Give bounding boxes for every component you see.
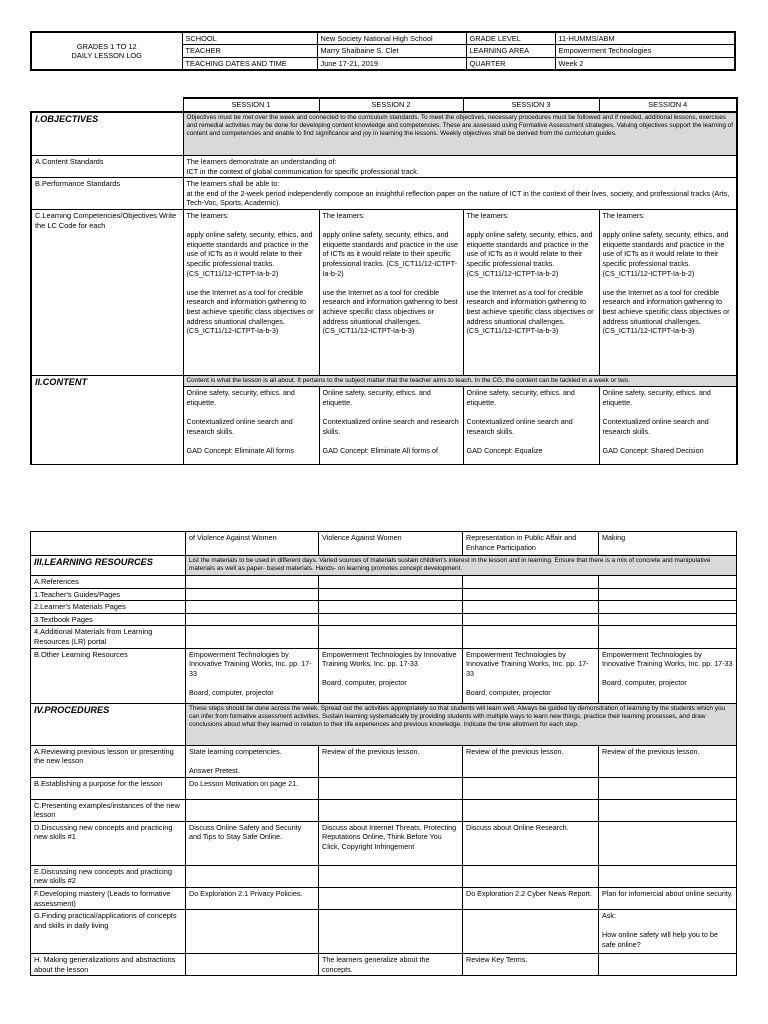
procedure-b-session-4 [599, 777, 737, 799]
resources-heading: III.LEARNING RESOURCES [31, 556, 186, 576]
content-standards-label: A.Content Standards [31, 156, 183, 178]
competencies-intro: The learners: [322, 211, 365, 221]
procedure-h-session-4 [599, 954, 737, 976]
learning-area-value: Empowerment Technologies [555, 45, 735, 57]
procedure-g-question: How online safety will help you to be safe online? [602, 930, 718, 949]
competency-safety: apply online safety, security, ethics, and etiquette standards and practice in the use of ICTs as it would relate to their specific professional tracks. (CS_ICT11/12-ICTPT-Ia-b-2) [322, 230, 458, 278]
content-continued-session-4: Making [599, 532, 737, 556]
empty-cell [599, 601, 737, 614]
teacher-label: TEACHER [182, 45, 317, 57]
procedure-g-label: G.Finding practical/applications of concepts and skills in daily living [31, 910, 186, 954]
performance-standards-value [183, 178, 737, 210]
dll-title [31, 32, 182, 70]
other-resources-session-4 [599, 648, 737, 703]
competency-safety: apply online safety, security, ethics, and etiquette standards and practice in the use of ICTs as it would relate to their specific professional tracks. (CS_ICT11/12-ICTPT-Ia-b-2) [186, 230, 313, 278]
procedure-a-session-1 [186, 745, 319, 777]
session-3-header: SESSION 3 [463, 98, 599, 112]
empty-cell [463, 588, 599, 601]
empty-cell [599, 613, 737, 626]
resource-book: Empowerment Technologies by Innovative Training Works, Inc. pp. 17-33 [602, 649, 733, 669]
content-continued-session-2: Violence Against Women [319, 532, 463, 556]
content-topic-safety: Online safety, security, ethics, and etiquette. [466, 388, 575, 407]
content-topic-safety: Online safety, security, ethics, and etiquette. [602, 388, 711, 407]
empty-cell [186, 588, 319, 601]
content-session-1 [183, 387, 319, 465]
empty-cell [463, 613, 599, 626]
procedure-e-session-3 [463, 865, 599, 887]
empty-cell [319, 626, 463, 648]
procedure-b-session-1: Do Lesson Motivation on page 21. [186, 777, 319, 799]
other-resources-session-1 [186, 648, 319, 703]
content-note: Content is what the lesson is all about. It pertains to the subject matter that the teacher aims to teach. In the CG, the content can be tackled in a week or two. [183, 376, 737, 387]
header-table [30, 31, 736, 71]
empty-cell [319, 576, 463, 589]
procedure-a-session-4: Review of the previous lesson. [599, 745, 737, 777]
content-gad-concept: GAD Concept: Equalize [466, 445, 543, 455]
competencies-session-1 [183, 210, 319, 376]
competency-research: use the Internet as a tool for credible research and information gathering to best achieve specific class objectives or address situational challenges. (CS_ICT11/12-ICTPT-Ia-b-3) [602, 287, 730, 336]
procedure-g-ask: Ask: [602, 911, 616, 921]
procedure-d-session-4 [599, 821, 737, 865]
empty-cell [319, 601, 463, 614]
procedure-f-session-1: Do Exploration 2.1 Privacy Policies. [186, 887, 319, 909]
empty-cell [599, 626, 737, 648]
empty-cell [463, 626, 599, 648]
empty-cell [319, 613, 463, 626]
teacher-value: Marry Shaibaine S. Clet [317, 45, 466, 57]
content-session-4 [599, 387, 737, 465]
dll-title-line2: DAILY LESSON LOG [71, 51, 142, 61]
procedure-d-session-2: Discuss about Internet Threats, Protecting Reputations Online, Think Before You Click, Copyright Infringement [319, 821, 463, 865]
content-topic-safety: Online safety, security, ethics, and etiquette. [186, 388, 295, 407]
performance-standards-line2: at the end of the 2-week period independently compose an insightful reflection paper on the nature of ICT in the context of their lives, society, and professional tracks (Arts, Tech-Voc, Sports, Academic). [186, 188, 730, 208]
empty-cell [186, 601, 319, 614]
dates-label: TEACHING DATES AND TIME [182, 57, 317, 70]
resource-book: Empowerment Technologies by Innovative Training Works, Inc. pp. 17-33 [189, 649, 312, 678]
content-session-3 [463, 387, 599, 465]
other-resources-label: B.Other Learning Resources [31, 648, 186, 703]
performance-standards-label: B.Performance Standards [31, 178, 183, 210]
quarter-label: QUARTER [466, 57, 555, 70]
procedure-c-session-1 [186, 799, 319, 821]
procedure-e-label: E.Discussing new concepts and practicing new skills #2 [31, 865, 186, 887]
content-standards-value [183, 156, 737, 178]
procedure-d-label: D.Discussing new concepts and practicing new skills #1 [31, 821, 186, 865]
competencies-intro: The learners: [466, 211, 509, 221]
empty-cell [186, 576, 319, 589]
content-topic-research: Contextualized online search and research skills. [602, 417, 709, 436]
procedures-note: These steps should be done across the week. Spread out the activities appropriately so that students will learn well. Always be guided by demonstration of learning by the students which you can infer from formative assessment activities. Sustain learning systematically by providing students with multiple ways to learn new things, practice their learning processes, and draw conclusions about what they learned in relation to their life experiences and previous knowledge. Indicate the time allotment for each step. [186, 703, 737, 745]
textbook-pages-label: 3.Textbook Pages [31, 613, 186, 626]
competency-research: use the Internet as a tool for credible research and information gathering to best achieve specific class objectives or address situational challenges. (CS_ICT11/12-ICTPT-Ia-b-3) [322, 287, 458, 336]
competency-safety: apply online safety, security, ethics, and etiquette standards and practice in the use of ICTs as it would relate to their specific professional tracks. (CS_ICT11/12-ICTPT-Ia-b-2) [466, 230, 593, 278]
procedure-f-session-4: Plan for infomercial about online security. [599, 887, 737, 909]
quarter-value: Week 2 [555, 57, 735, 70]
competencies-session-4 [599, 210, 737, 376]
empty-cell [186, 626, 319, 648]
procedure-a-step1: State learning competencies. [189, 746, 282, 756]
content-standards-line2: ICT in the context of global communication for specific professional track. [186, 166, 419, 176]
empty-cell [599, 576, 737, 589]
session-corner [31, 98, 183, 112]
resource-equipment: Board, computer, projector [189, 687, 274, 697]
dates-value: June 17-21, 2019 [317, 57, 466, 70]
lesson-log-table-page2 [30, 531, 737, 976]
procedure-a-session-3: Review of the previous lesson. [463, 745, 599, 777]
resource-equipment: Board, computer, projector [466, 687, 551, 697]
content-topic-research: Contextualized online search and research skills. [186, 417, 293, 436]
procedure-c-session-2 [319, 799, 463, 821]
procedure-g-session-1 [186, 910, 319, 954]
procedure-c-label: C.Presenting examples/instances of the new lesson [31, 799, 186, 821]
learning-area-label: LEARNING AREA [466, 45, 555, 57]
resource-book: Empowerment Technologies by Innovative Training Works, Inc. pp. 17-33 [466, 649, 589, 678]
objectives-heading: I.OBJECTIVES [31, 112, 183, 156]
content-heading: II.CONTENT [31, 376, 183, 465]
procedure-b-session-3 [463, 777, 599, 799]
school-value: New Society National High School [317, 32, 466, 45]
procedure-h-session-2: The learners generalize about the concepts. [319, 954, 463, 976]
resource-equipment: Board, computer, projector [602, 678, 687, 688]
competencies-intro: The learners: [602, 211, 645, 221]
procedure-e-session-4 [599, 865, 737, 887]
grade-level-label: GRADE LEVEL [466, 32, 555, 45]
objectives-note: Objectives must be met over the week and connected to the curriculum standards. To meet the objectives, necessary procedures must be followed and if needed, additional lessons, exercises and remedial activities may be done for developing content knowledge and competencies. These are assessed using Formative Assessment strategies. Valuing objectives support the learning of content and competencies and enable to find significance and joy in learning the lessons. Weekly objectives shall be derived from the curriculum guides. [183, 112, 737, 156]
procedure-b-label: B.Establishing a purpose for the lesson [31, 777, 186, 799]
other-resources-session-3 [463, 648, 599, 703]
procedure-a-step2: Answer Pretest. [189, 765, 240, 775]
procedure-a-session-2: Review of the previous lesson. [319, 745, 463, 777]
procedure-g-session-2 [319, 910, 463, 954]
content-session-2 [319, 387, 463, 465]
procedure-f-session-2 [319, 887, 463, 909]
references-label: A.References [31, 576, 186, 589]
procedure-a-label: A.Reviewing previous lesson or presenting the new lesson [31, 745, 186, 777]
procedure-c-session-4 [599, 799, 737, 821]
procedure-d-session-3: Discuss about Online Research. [463, 821, 599, 865]
procedure-g-session-3 [463, 910, 599, 954]
competency-research: use the Internet as a tool for credible research and information gathering to best achieve specific class objectives or address situational challenges. (CS_ICT11/12-ICTPT-Ia-b-3) [186, 287, 314, 336]
teachers-guides-label: 1.Teacher's Guides/Pages [31, 588, 186, 601]
procedure-e-session-1 [186, 865, 319, 887]
empty-cell [463, 601, 599, 614]
procedure-d-session-1: Discuss Online Safety and Security and Tips to Stay Safe Online. [186, 821, 319, 865]
competencies-session-3 [463, 210, 599, 376]
session-1-header: SESSION 1 [183, 98, 319, 112]
competency-safety: apply online safety, security, ethics, and etiquette standards and practice in the use of ICTs as it would relate to their specific professional tracks. (CS_ICT11/12-ICTPT-Ia-b-2) [602, 230, 729, 278]
empty-cell [319, 588, 463, 601]
resources-note: List the materials to be used in different days. Varied sources of materials sustain children's interest in the lesson and in learning. Ensure that there is a mix of concrete and manipulative materials as well as paper- based materials. Hands- on learning promotes concept development. [186, 556, 737, 576]
content-topic-research: Contextualized online search and research skills. [466, 417, 573, 436]
competencies-intro: The learners: [186, 211, 229, 221]
procedure-f-session-3: Do Exploration 2.2 Cyber News Report. [463, 887, 599, 909]
lesson-log-table-page1 [30, 97, 738, 465]
empty-cell [599, 588, 737, 601]
procedure-h-session-3: Review Key Terms. [463, 954, 599, 976]
session-4-header: SESSION 4 [599, 98, 737, 112]
content-topic-research: Contextualized online search and research skills. [322, 417, 459, 436]
procedure-b-session-2 [319, 777, 463, 799]
learners-materials-label: 2.Learner's Materials Pages [31, 601, 186, 614]
other-resources-session-2 [319, 648, 463, 703]
school-label: SCHOOL [182, 32, 317, 45]
content-topic-safety: Online safety, security, ethics, and etiquette. [322, 388, 431, 407]
competency-research: use the Internet as a tool for credible research and information gathering to best achieve specific class objectives or address situational challenges. (CS_ICT11/12-ICTPT-Ia-b-3) [466, 287, 594, 336]
session-2-header: SESSION 2 [319, 98, 463, 112]
content-standards-line1: The learners demonstrate an understanding of: [186, 157, 337, 167]
resource-equipment: Board, computer, projector [322, 678, 407, 688]
content-continued-session-3: Representation in Public Affair and Enhance Participation [463, 532, 599, 556]
dll-title-line1: GRADES 1 TO 12 [76, 41, 137, 51]
procedure-f-label: F.Developing mastery (Leads to formative assessment) [31, 887, 186, 909]
empty-cell [186, 613, 319, 626]
procedures-heading: IV.PROCEDURES [31, 703, 186, 745]
lr-portal-label: 4.Additional Materials from Learning Resources (LR) portal [31, 626, 186, 648]
empty-cell [463, 576, 599, 589]
procedure-e-session-2 [319, 865, 463, 887]
content-gad-concept: GAD Concept: Shared Decision [602, 445, 704, 455]
procedure-h-label: H. Making generalizations and abstractions about the lesson [31, 954, 186, 976]
content-gad-concept: GAD Concept: Eliminate All forms [186, 445, 294, 455]
competencies-session-2 [319, 210, 463, 376]
resource-book: Empowerment Technologies by Innovative Training Works, Inc. pp. 17-33 [322, 649, 457, 669]
competencies-label: C.Learning Competencies/Objectives Write the LC Code for each [31, 210, 183, 376]
performance-standards-line1: The learners shall be able to: [186, 179, 280, 189]
procedure-g-session-4 [599, 910, 737, 954]
continued-label-cell [31, 532, 186, 556]
procedure-c-session-3 [463, 799, 599, 821]
grade-level-value: 11-HUMMS/ABM [555, 32, 735, 45]
procedure-h-session-1 [186, 954, 319, 976]
content-gad-concept: GAD Concept: Eliminate All forms of [322, 445, 438, 455]
content-continued-session-1: of Violence Against Women [186, 532, 319, 556]
